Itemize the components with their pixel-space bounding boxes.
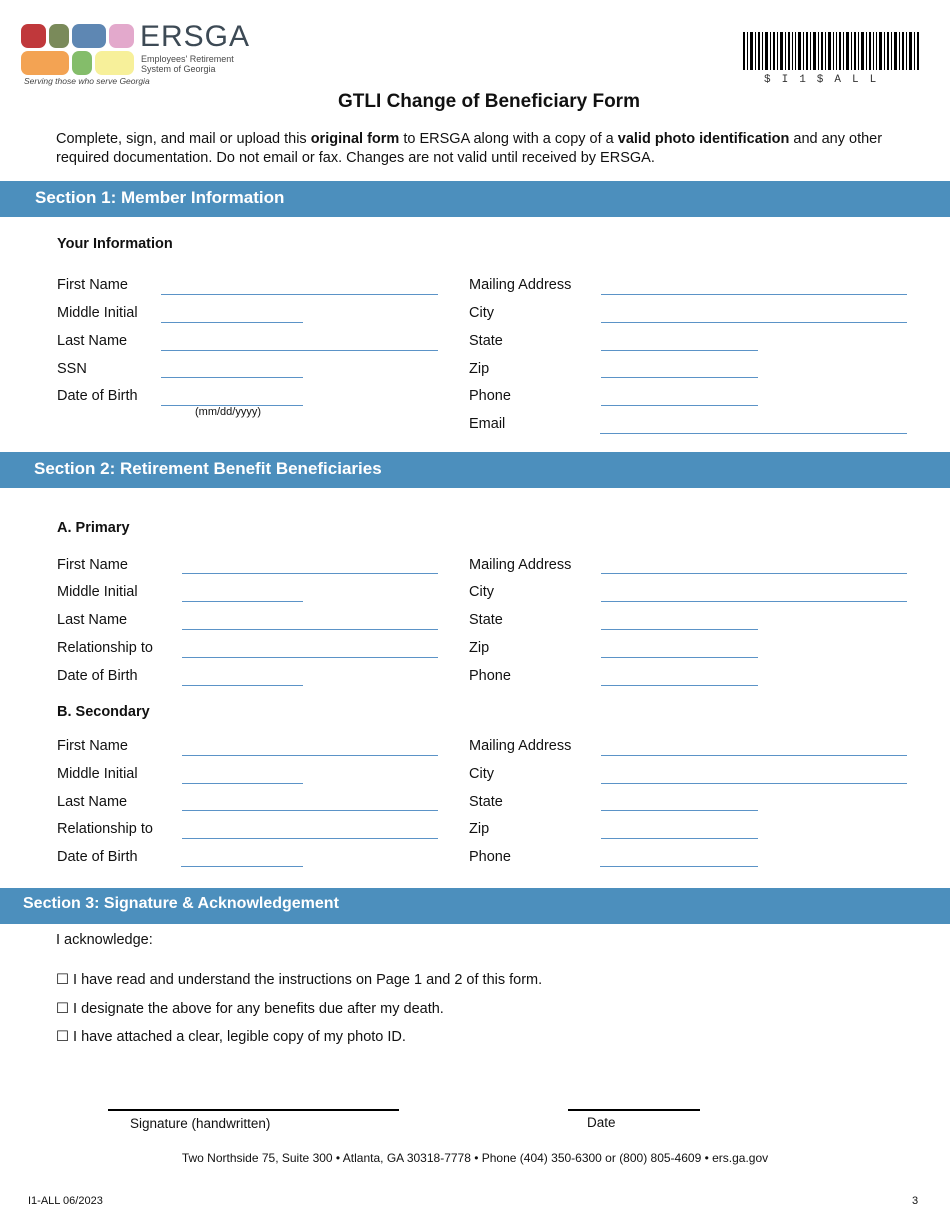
dob-format-hint: (mm/dd/yyyy) [195,406,261,418]
primary-mailing-address-field[interactable] [601,573,907,574]
ack-checkbox-photo-id[interactable]: ☐ I have attached a clear, legible copy of my photo ID. [56,1029,406,1045]
label-first-name: First Name [57,277,128,293]
primary-middle-initial-field[interactable] [182,601,303,602]
intro-bold-photo-id: valid photo identification [617,131,790,147]
label-relationship: Relationship to [57,640,153,656]
label-state: State [469,794,503,810]
section2-header: Section 2: Retirement Benefit Beneficiaries [0,452,950,488]
label-phone: Phone [469,388,511,404]
label-zip: Zip [469,821,490,837]
member-ssn-field[interactable] [161,377,303,378]
logo-tile [49,24,69,48]
date-label: Date [587,1115,616,1130]
primary-heading: A. Primary [57,520,130,536]
primary-first-name-field[interactable] [182,573,438,574]
label-phone: Phone [469,668,511,684]
label-state: State [469,612,503,628]
secondary-first-name-field[interactable] [182,755,438,756]
logo-subtitle-line2: System of Georgia [141,64,216,74]
section1-header: Section 1: Member Information [0,181,950,217]
page-number: 3 [912,1195,919,1207]
logo-tagline: Serving those who serve Georgia [24,76,150,86]
primary-phone-field[interactable] [601,685,758,686]
secondary-state-field[interactable] [601,810,758,811]
logo-tile [95,51,134,75]
label-zip: Zip [469,361,490,377]
label-city: City [469,584,494,600]
logo-tile [21,51,69,75]
member-mailing-address-field[interactable] [601,294,907,295]
label-middle-initial: Middle Initial [57,766,138,782]
secondary-phone-field[interactable] [600,866,758,867]
member-email-field[interactable] [600,433,907,434]
primary-zip-field[interactable] [601,657,758,658]
member-zip-field[interactable] [601,377,758,378]
intro-bold-original-form: original form [310,131,400,147]
logo-name: ERSGA [140,20,251,53]
ack-checkbox-instructions[interactable]: ☐ I have read and understand the instructions on Page 1 and 2 of this form. [56,972,543,988]
label-date-of-birth: Date of Birth [57,668,138,684]
primary-city-field[interactable] [601,601,907,602]
label-last-name: Last Name [57,333,128,349]
intro-text: Complete, sign, and mail or upload this [56,131,311,147]
logo-tile [21,24,46,48]
logo-tile [109,24,134,48]
member-phone-field[interactable] [601,405,758,406]
ack-checkbox-designate[interactable]: ☐ I designate the above for any benefits due after my death. [56,1001,444,1017]
logo-tile [72,24,106,48]
secondary-mailing-address-field[interactable] [601,755,907,756]
primary-last-name-field[interactable] [182,629,438,630]
label-phone: Phone [469,849,511,865]
label-mailing-address: Mailing Address [469,277,572,293]
label-mailing-address: Mailing Address [469,738,572,754]
member-city-field[interactable] [601,322,907,323]
label-first-name: First Name [57,557,128,573]
label-city: City [469,766,494,782]
label-last-name: Last Name [57,794,128,810]
form-id: I1-ALL 06/2023 [28,1195,103,1207]
acknowledge-intro: I acknowledge: [56,932,153,948]
primary-relationship-field[interactable] [182,657,438,658]
label-first-name: First Name [57,738,128,754]
intro-text: to ERSGA along with a copy of a [399,131,618,147]
secondary-middle-initial-field[interactable] [182,783,303,784]
logo-tile [72,51,92,75]
label-ssn: SSN [57,361,87,377]
footer-address: Two Northside 75, Suite 300 • Atlanta, GA 30318-7778 • Phone (404) 350-6300 or (800) 805-4609 • ers.ga.gov [181,1151,769,1165]
secondary-heading: B. Secondary [57,704,150,720]
label-date-of-birth: Date of Birth [57,388,138,404]
label-state: State [469,333,503,349]
label-relationship: Relationship to [57,821,153,837]
secondary-zip-field[interactable] [601,838,758,839]
label-middle-initial: Middle Initial [57,305,138,321]
label-mailing-address: Mailing Address [469,557,572,573]
signature-line[interactable] [108,1109,399,1111]
secondary-dob-field[interactable] [181,866,303,867]
label-city: City [469,305,494,321]
section3-header: Section 3: Signature & Acknowledgement [0,888,950,924]
barcode [743,32,919,78]
member-middle-initial-field[interactable] [161,322,303,323]
member-last-name-field[interactable] [161,350,438,351]
secondary-last-name-field[interactable] [182,810,438,811]
member-first-name-field[interactable] [161,294,438,295]
logo-subtitle-line1: Employees' Retirement [141,54,234,64]
label-date-of-birth: Date of Birth [57,849,138,865]
label-last-name: Last Name [57,612,128,628]
member-state-field[interactable] [601,350,758,351]
primary-state-field[interactable] [601,629,758,630]
secondary-city-field[interactable] [601,783,907,784]
secondary-relationship-field[interactable] [182,838,438,839]
primary-dob-field[interactable] [182,685,303,686]
intro-paragraph [56,130,886,168]
label-middle-initial: Middle Initial [57,584,138,600]
label-zip: Zip [469,640,490,656]
barcode-text: $I1$ALL [764,74,888,86]
intro-text: and any other required documentation. Do not email or fax. Changes are not valid until received by ERSGA. [56,131,883,166]
section1-subhead: Your Information [57,236,173,252]
label-email: Email [469,416,506,432]
signature-label: Signature (handwritten) [130,1116,271,1131]
form-title: GTLI Change of Beneficiary Form [338,91,640,112]
logo-subtitle [141,54,234,74]
date-line[interactable] [568,1109,700,1111]
